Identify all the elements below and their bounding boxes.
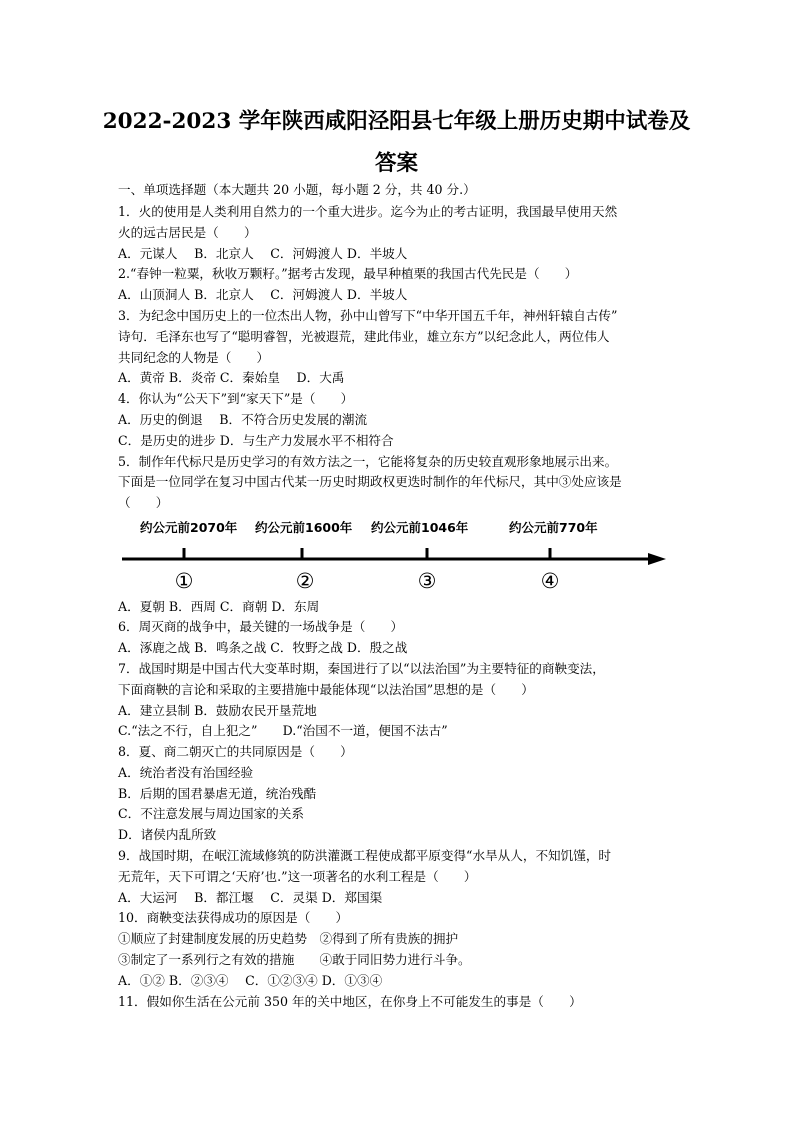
- timeline-mark: ④: [540, 569, 560, 593]
- question-text: 10．商鞅变法获得成功的原因是（ ）: [118, 910, 349, 925]
- question-text: 诗句．毛泽东也写了“聪明睿智，光被遐荒，建此伟业，雄立东方”以纪念此人，两位伟人: [118, 329, 610, 344]
- question-text: 3．为纪念中国历史上的一位杰出人物，孙中山曾写下“中华开国五千年，神州轩辕自古传”: [118, 308, 618, 323]
- answer-options: A．夏朝 B．西周 C．商朝 D．东周: [118, 599, 320, 614]
- question-text: 8．夏、商二朝灭亡的共同原因是（ ）: [118, 744, 353, 759]
- question-text: 2.“春钟一粒粟，秋收万颗籽。”据考古发现，最早种植栗的我国古代先民是（ ）: [118, 266, 578, 281]
- timeline-label: 约公元前1600年: [255, 520, 353, 535]
- answer-options: C．不注意发展与周边国家的关系: [118, 806, 304, 821]
- section-heading: 一、单项选择题（本大题共 20 小题，每小题 2 分，共 40 分.）: [118, 182, 476, 197]
- question-text: 9．战国时期，在岷江流域修筑的防洪灌溉工程使成都平原变得“水旱从人，不知饥馑，时: [118, 848, 612, 863]
- answer-options: A．①② B．②③④ C．①②③④ D．①③④: [118, 973, 383, 988]
- question-text: 1．火的使用是人类利用自然力的一个重大进步。迄今为止的考古证明，我国最早使用天然: [118, 204, 618, 219]
- answer-options: A．大运河 B．都江堰 C．灵渠 D．郑国渠: [118, 890, 383, 905]
- answer-options: D．诸侯内乱所致: [118, 827, 217, 842]
- question-text: 下面商鞅的言论和采取的主要措施中最能体现“以法治国”思想的是（ ）: [118, 682, 534, 697]
- timeline-arrowhead: [648, 553, 666, 565]
- timeline-figure: [118, 510, 668, 594]
- question-text: 无荒年，天下可谓之‘天府’也.”这一项著名的水利工程是（ ）: [118, 869, 477, 884]
- answer-options: A．黄帝 B．炎帝 C．秦始皇 D．大禹: [118, 370, 345, 385]
- question-text: （ ）: [118, 495, 169, 510]
- timeline-mark: ③: [417, 569, 437, 593]
- answer-options: A．建立县制 B．鼓励农民开垦荒地: [118, 703, 317, 718]
- question-text: 下面是一位同学在复习中国古代某一历史时期政权更迭时制作的年代标尺，其中③处应该是: [118, 474, 622, 489]
- answer-options: A．涿鹿之战 B．鸣条之战 C．牧野之战 D．殷之战: [118, 640, 408, 655]
- timeline-label: 约公元前770年: [509, 520, 598, 535]
- timeline-mark: ①: [174, 569, 194, 593]
- answer-options: A．山顶洞人 B．北京人 C．河姆渡人 D．半坡人: [118, 287, 408, 302]
- answer-options: A．元谋人 B．北京人 C．河姆渡人 D．半坡人: [118, 246, 408, 261]
- document-title-line2: 答案: [374, 151, 418, 176]
- timeline-label: 约公元前1046年: [371, 520, 469, 535]
- question-text: 5．制作年代标尺是历史学习的有效方法之一，它能将复杂的历史较直观形象地展示出来。: [118, 454, 618, 469]
- answer-options: B．后期的国君暴虐无道，统治残酷: [118, 786, 317, 801]
- question-text: 共同纪念的人物是（ ）: [118, 350, 270, 365]
- timeline-mark: ②: [295, 569, 315, 593]
- answer-options: A．统治者没有治国经验: [118, 765, 254, 780]
- answer-options: A．历史的倒退 B．不符合历史发展的潮流: [118, 412, 368, 427]
- question-text: 6．周灭商的战争中，最关键的一场战争是（ ）: [118, 619, 404, 634]
- document-title-line1: 2022-2023 学年陕西咸阳泾阳县七年级上册历史期中试卷及: [102, 109, 691, 134]
- answer-options: C.“法之不行，自上犯之” D.“治国不一道，便国不法古”: [118, 723, 448, 738]
- answer-options: ①顺应了封建制度发展的历史趋势 ②得到了所有贵族的拥护: [118, 931, 459, 946]
- question-text: 4．你认为“公天下”到“家天下”是（ ）: [118, 391, 354, 406]
- timeline-label: 约公元前2070年: [140, 520, 238, 535]
- question-text: 火的远古居民是（ ）: [118, 225, 257, 240]
- question-text: 11．假如你生活在公元前 350 年的关中地区，在你身上不可能发生的事是（ ）: [118, 994, 582, 1009]
- answer-options: C．是历史的进步 D．与生产力发展水平不相符合: [118, 433, 394, 448]
- question-text: 7．战国时期是中国古代大变革时期，秦国进行了以“以法治国”为主要特征的商鞅变法，: [118, 661, 605, 676]
- answer-options: ③制定了一系列行之有效的措施 ④敢于同旧势力进行斗争。: [118, 952, 471, 967]
